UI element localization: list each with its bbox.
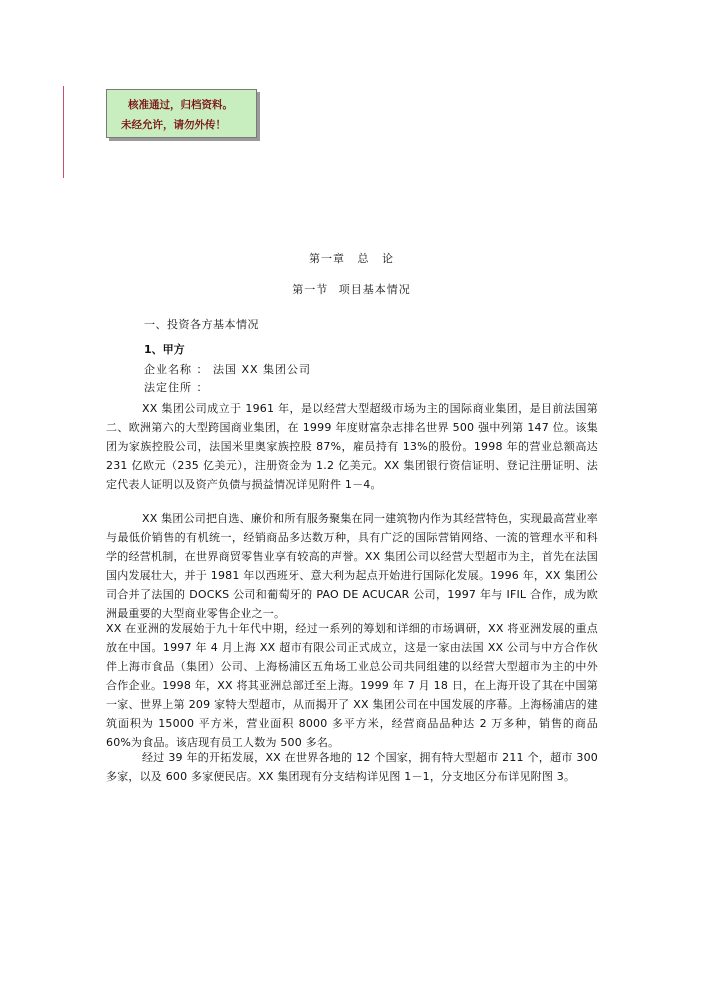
stamp-line-2: 未经允许，请勿外传！ [121, 119, 226, 131]
paragraph-asia-development: XX 在亚洲的发展始于九十年代中期，经过一系列的筹划和详细的市场调研，XX 将亚洲发展的重点放在中国。1997 年 4 月上海 XX 超市有限公司正式成立，这是一家由法国 XX 公司与中方合作伙伴上海市食品（集团）公司、上海杨浦区五角场工业总公司共同组建的以经营大型超市为主的中外合作企业。1998 年，XX 将其亚洲总部迁至上海。1999 年 7 月 18 日，在上海开设了其在中国第一家、世界上第 209 家特大型超市，从而揭开了 XX 集团公司在中国发展的序幕。上海杨浦店的建筑面积为 15000 平方米，营业面积 8000 多平方米，经营商品品种达 2 万多种，销售的商品 60%为食品。该店现有员工人数为 500 多名。 [106, 622, 598, 749]
stamp-line-1: 核准通过，归档资料。 [128, 99, 233, 111]
paragraph-business-model: XX 集团公司把自选、廉价和所有服务聚集在同一建筑物内作为其经营特色，实现最高营业率与最低价销售的有机统一，经销商品多达数万种，具有广泛的国际营销网络、一流的管理水平和科学的经营机制，在世界商贸零售业享有较高的声誉。XX 集团公司以经营大型超市为主，首先在法国国内发展壮大，并于 1981 年以西班牙、意大利为起点开始进行国际化发展。1996 年，XX 集团公司合并了法国的 DOCKS 公司和葡萄牙的 PAO DE ACUCAR 公司，1997 年与 IFIL 合作，成为欧洲最重要的大型商业零售企业之一。 [106, 512, 598, 620]
margin-line [63, 86, 64, 178]
section-title: 第一节 项目基本情况 [292, 283, 411, 296]
heading-investors: 一、投资各方基本情况 [144, 318, 259, 331]
heading-party-a: 1、甲方 [144, 343, 185, 356]
chapter-title: 第一章 总 论 [309, 252, 394, 265]
paragraph-company-overview: XX 集团公司成立于 1961 年，是以经营大型超级市场为主的国际商业集团，是目前法国第二、欧洲第六的大型跨国商业集团，在 1999 年度财富杂志排名世界 500 强中列第 147 位。该集团为家族控股公司，法国米里奥家族控股 87%，雇员持有 13%的股份。1998 年的营业总额高达 231 亿欧元（235 亿美元），注册资金为 1.2 亿美元。XX 集团银行资信证明、登记注册证明、法定代表人证明以及资产负债与损益情况详见附件 1－4。 [106, 402, 598, 491]
company-name-line: 企业名称 ： 法国 XX 集团公司 [144, 363, 312, 376]
legal-address-line: 法定住所 ： [144, 381, 209, 394]
approval-stamp [106, 89, 257, 138]
paragraph-global-footprint: 经过 39 年的开拓发展，XX 在世界各地的 12 个国家，拥有特大型超市 211 个，超市 300 多家，以及 600 多家便民店。XX 集团现有分支结构详见图 1－1，分支地区分布详见附图 3。 [106, 751, 598, 783]
